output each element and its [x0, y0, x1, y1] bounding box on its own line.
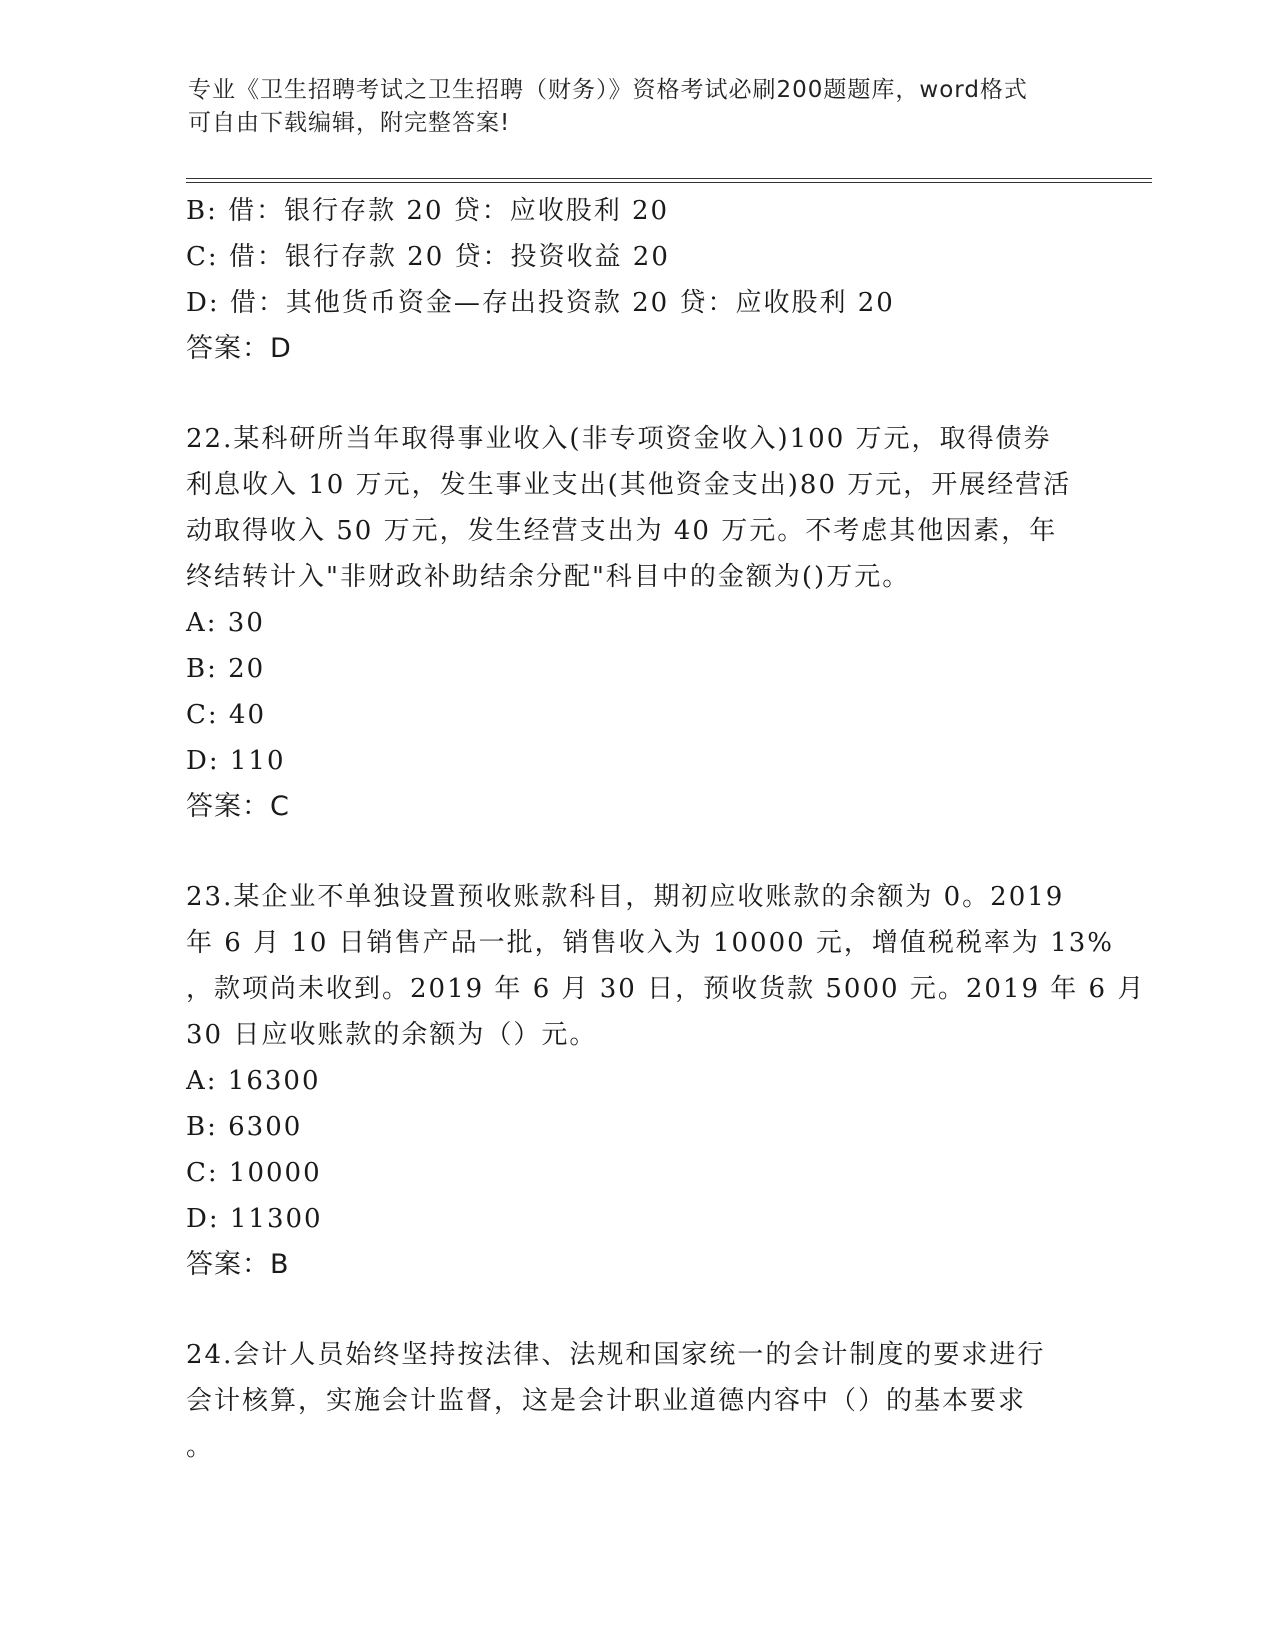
option-b: B: 20 — [186, 654, 266, 684]
question-text-line: 。 — [186, 1432, 215, 1462]
page-header — [188, 74, 1088, 140]
option-d: D: 110 — [186, 746, 286, 776]
option-c: C: 40 — [186, 700, 267, 730]
question-text-line: 动取得收入 50 万元，发生经营支出为 40 万元。不考虑其他因素，年 — [186, 516, 1058, 546]
question-text-line: 会计核算，实施会计监督，这是会计职业道德内容中（）的基本要求 — [186, 1386, 1027, 1416]
question-text-line: 终结转计入"非财政补助结余分配"科目中的金额为()万元。 — [186, 562, 911, 592]
question-text-line: 30 日应收账款的余额为（）元。 — [186, 1020, 598, 1050]
option-b: B: 6300 — [186, 1112, 303, 1142]
question-text-line: 利息收入 10 万元，发生事业支出(其他资金支出)80 万元，开展经营活 — [186, 470, 1072, 500]
question-23 — [186, 874, 1146, 1288]
header-line-1: 专业《卫生招聘考试之卫生招聘（财务）》资格考试必刷200题题库，word格式 — [188, 77, 1028, 103]
option-a: A: 16300 — [186, 1066, 321, 1096]
question-22 — [186, 416, 1086, 830]
question-text-line: 24.会计人员始终坚持按法律、法规和国家统一的会计制度的要求进行 — [186, 1340, 1046, 1370]
option-a: A: 30 — [186, 608, 265, 638]
question-content — [186, 188, 1146, 1470]
header-line-2: 可自由下载编辑，附完整答案! — [188, 110, 511, 136]
question-text-line: 22.某科研所当年取得事业收入(非专项资金收入)100 万元，取得债券 — [186, 424, 1052, 454]
answer: 答案：B — [186, 1249, 290, 1280]
question-21-tail — [186, 188, 1086, 372]
answer: 答案：C — [186, 791, 290, 822]
question-text-line: 23.某企业不单独设置预收账款科目，期初应收账款的余额为 0。2019 — [186, 882, 1065, 912]
header-divider — [186, 178, 1152, 183]
option-b: B: 借：银行存款 20 贷：应收股利 20 — [186, 196, 670, 226]
question-text-line: 年 6 月 10 日销售产品一批，销售收入为 10000 元，增值税税率为 13% — [186, 928, 1114, 958]
option-c: C: 10000 — [186, 1158, 322, 1188]
option-d: D: 11300 — [186, 1204, 323, 1234]
option-d: D: 借：其他货币资金—存出投资款 20 贷：应收股利 20 — [186, 288, 895, 318]
question-text-line: ，款项尚未收到。2019 年 6 月 30 日，预收货款 5000 元。2019 年 6 月 — [186, 974, 1146, 1004]
answer: 答案：D — [186, 333, 292, 364]
option-c: C: 借：银行存款 20 贷：投资收益 20 — [186, 242, 670, 272]
question-24 — [186, 1332, 1086, 1470]
